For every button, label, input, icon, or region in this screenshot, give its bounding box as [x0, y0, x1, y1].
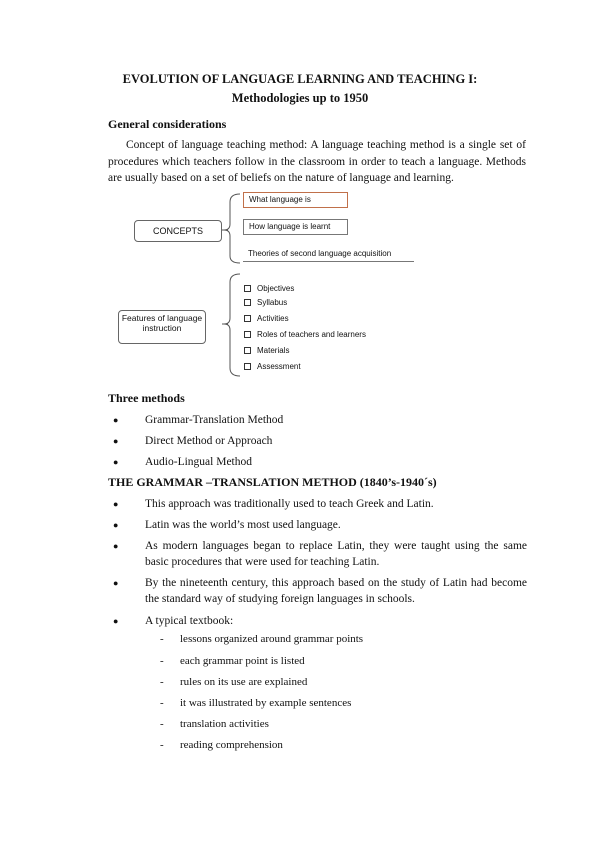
feature-label: Roles of teachers and learners: [257, 330, 366, 339]
gtm-bullet: [113, 575, 527, 607]
bullet-icon: ●: [113, 436, 119, 446]
gtm-bullet: [113, 538, 527, 570]
feature-activities: [244, 314, 289, 323]
feature-objectives: [244, 284, 294, 293]
checkbox-icon: [244, 347, 251, 354]
gtm-bullet: [113, 613, 527, 629]
gtm-bullet-text: Latin was the world’s most used language.: [145, 519, 341, 531]
bullet-icon: ●: [113, 578, 119, 588]
dash-icon: -: [160, 718, 164, 730]
doc-subtitle: Methodologies up to 1950: [231, 91, 369, 105]
gtm-bullet-text: A typical textbook:: [145, 615, 234, 627]
three-methods-heading: Three methods: [108, 391, 185, 405]
concepts-box: CONCEPTS: [134, 220, 222, 242]
general-heading: General considerations: [108, 117, 227, 131]
concept-item-what-language-is: What language is: [243, 192, 348, 208]
checkbox-icon: [244, 363, 251, 370]
feature-roles: [244, 330, 366, 339]
dash-icon: -: [160, 697, 164, 709]
gtm-bullet-text: As modern languages began to replace Latin, they were taught using the same basic procedures that were used for teaching Latin.: [145, 540, 527, 568]
textbook-item-text: each grammar point is listed: [180, 655, 305, 667]
concept-item-how-language-learnt: How language is learnt: [243, 219, 348, 235]
method-item-text: Direct Method or Approach: [145, 435, 273, 447]
checkbox-icon: [244, 315, 251, 322]
textbook-item-text: translation activities: [180, 718, 269, 730]
method-item: [113, 412, 527, 428]
checkbox-icon: [244, 331, 251, 338]
feature-label: Objectives: [257, 284, 295, 293]
general-paragraph: [108, 137, 526, 187]
gtm-bullet-text: This approach was traditionally used to teach Greek and Latin.: [145, 498, 434, 510]
dash-icon: -: [160, 739, 164, 751]
bullet-icon: ●: [113, 541, 119, 551]
feature-materials: [244, 346, 289, 355]
feature-label: Activities: [257, 314, 289, 323]
bullet-icon: ●: [113, 520, 119, 530]
features-label: Features of language instruction: [121, 313, 203, 333]
method-item: [113, 433, 527, 449]
bullet-icon: ●: [113, 457, 119, 467]
checkbox-icon: [244, 299, 251, 306]
method-item: [113, 454, 527, 470]
gtm-bullet: [113, 517, 527, 533]
features-box: [118, 310, 206, 344]
concept-item-theories: Theories of second language acquisition: [243, 247, 414, 262]
bullet-icon: ●: [113, 415, 119, 425]
general-paragraph-text: Concept of language teaching method: A language teaching method is a single set of procedures which teachers follow in the classroom in order to teach a language. Methods are usually based on a set of beliefs on the nature of language and learning.: [108, 139, 526, 184]
dash-icon: -: [160, 633, 164, 645]
concepts-diagram: [121, 188, 420, 383]
dash-icon: -: [160, 676, 164, 688]
textbook-item-text: it was illustrated by example sentences: [180, 697, 352, 709]
bullet-icon: ●: [113, 499, 119, 509]
gtm-bullet: [113, 496, 527, 512]
feature-syllabus: [244, 298, 287, 307]
feature-label: Materials: [257, 346, 290, 355]
bullet-icon: ●: [113, 616, 119, 626]
gtm-bullet-text: By the nineteenth century, this approach based on the study of Latin had become the standard way of studying foreign languages in schools.: [145, 577, 527, 605]
method-item-text: Audio-Lingual Method: [145, 456, 252, 468]
textbook-item-text: rules on its use are explained: [180, 676, 308, 688]
method-item-text: Grammar-Translation Method: [145, 414, 284, 426]
feature-label: Syllabus: [257, 298, 288, 307]
checkbox-icon: [244, 285, 251, 292]
doc-title: EVOLUTION OF LANGUAGE LEARNING AND TEACHING I:: [122, 72, 478, 86]
feature-assessment: [244, 362, 301, 371]
textbook-item-text: reading comprehension: [180, 739, 283, 751]
gtm-heading: THE GRAMMAR –TRANSLATION METHOD (1840’s-1940´s): [108, 475, 437, 489]
dash-icon: -: [160, 655, 164, 667]
feature-label: Assessment: [257, 362, 301, 371]
textbook-item-text: lessons organized around grammar points: [180, 633, 364, 645]
